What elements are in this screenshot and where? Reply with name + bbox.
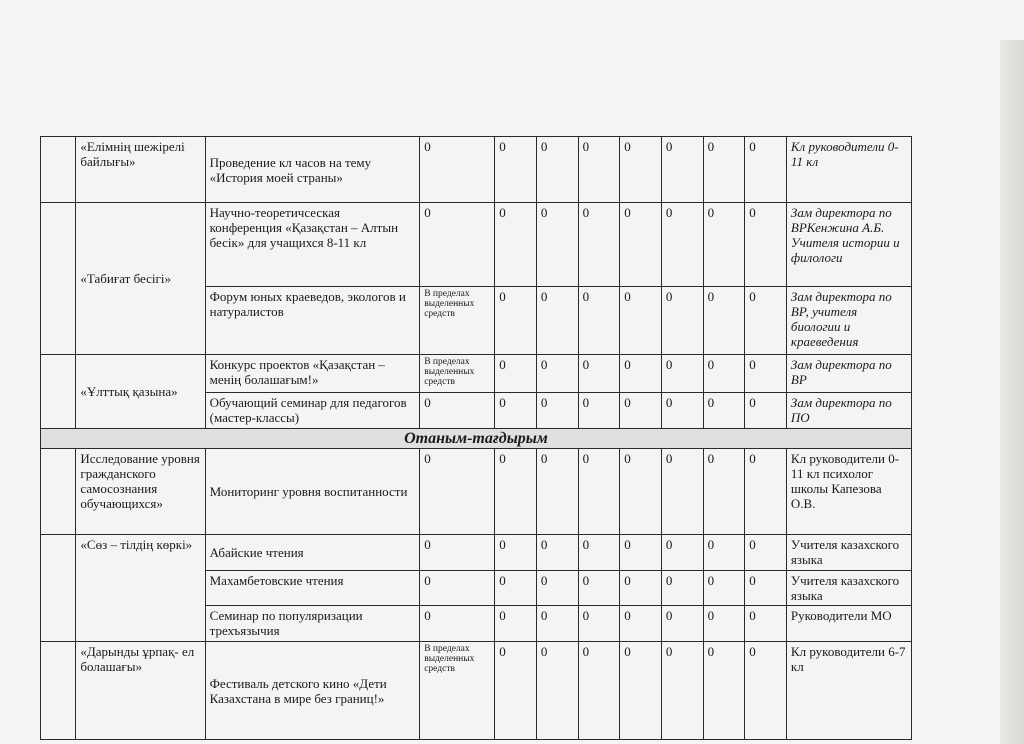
value-cell: 0	[703, 203, 745, 287]
responsible-cell: Руководители МО	[786, 606, 911, 642]
value-cell: 0	[620, 449, 662, 535]
value-cell: 0	[661, 287, 703, 355]
value-cell: 0	[703, 642, 745, 740]
value-cell: 0	[745, 642, 787, 740]
value-cell: 0	[745, 571, 787, 606]
budget-cell: 0	[420, 203, 495, 287]
value-cell: 0	[620, 203, 662, 287]
project-cell: «Ұлттық қазына»	[76, 355, 205, 429]
value-cell: 0	[661, 606, 703, 642]
value-cell: 0	[495, 535, 537, 571]
budget-cell: 0	[420, 571, 495, 606]
value-cell: 0	[578, 606, 620, 642]
value-cell: 0	[745, 355, 787, 393]
event-cell: Конкурс проектов «Қазақстан – менің болашағым!»	[205, 355, 420, 393]
value-cell: 0	[495, 287, 537, 355]
value-cell: 0	[661, 535, 703, 571]
value-cell: 0	[536, 203, 578, 287]
budget-cell: В пределах выделенных средств	[420, 642, 495, 740]
budget-cell: В пределах выделенных средств	[420, 355, 495, 393]
value-cell: 0	[703, 606, 745, 642]
value-cell: 0	[495, 137, 537, 203]
plan-table	[40, 136, 912, 740]
value-cell: 0	[745, 535, 787, 571]
value-cell: 0	[578, 535, 620, 571]
value-cell: 0	[578, 571, 620, 606]
project-cell: «Сөз – тілдің көркі»	[76, 535, 205, 642]
value-cell: 0	[745, 393, 787, 429]
event-cell: Фестиваль детского кино «Дети Казахстана в мире без границ!»	[205, 642, 420, 740]
responsible-cell: Кл руководители 6-7 кл	[786, 642, 911, 740]
table-row	[41, 137, 912, 203]
num-cell	[41, 535, 76, 642]
value-cell: 0	[536, 393, 578, 429]
value-cell: 0	[536, 606, 578, 642]
value-cell: 0	[703, 571, 745, 606]
value-cell: 0	[495, 642, 537, 740]
budget-cell: 0	[420, 535, 495, 571]
table-row	[41, 203, 912, 287]
project-cell: «Дарынды ұрпақ- ел болашағы»	[76, 642, 205, 740]
value-cell: 0	[495, 393, 537, 429]
value-cell: 0	[495, 203, 537, 287]
value-cell: 0	[578, 393, 620, 429]
num-cell	[41, 203, 76, 355]
table-row	[41, 535, 912, 571]
value-cell: 0	[495, 449, 537, 535]
value-cell: 0	[661, 137, 703, 203]
budget-cell: В пределах выделенных средств	[420, 287, 495, 355]
responsible-cell: Зам директора по ВР, учителя биологии и краеведения	[786, 287, 911, 355]
budget-cell: 0	[420, 137, 495, 203]
value-cell: 0	[745, 287, 787, 355]
value-cell: 0	[620, 137, 662, 203]
event-cell: Форум юных краеведов, экологов и натуралистов	[205, 287, 420, 355]
value-cell: 0	[495, 355, 537, 393]
value-cell: 0	[703, 393, 745, 429]
table-row	[41, 642, 912, 740]
value-cell: 0	[620, 287, 662, 355]
value-cell: 0	[745, 203, 787, 287]
event-cell: Мониторинг уровня воспитанности	[205, 449, 420, 535]
value-cell: 0	[703, 355, 745, 393]
num-cell	[41, 449, 76, 535]
responsible-cell: Кл руководители 0-11 кл	[786, 137, 911, 203]
budget-cell: 0	[420, 449, 495, 535]
value-cell: 0	[620, 606, 662, 642]
value-cell: 0	[661, 393, 703, 429]
value-cell: 0	[536, 355, 578, 393]
value-cell: 0	[578, 449, 620, 535]
value-cell: 0	[536, 137, 578, 203]
num-cell	[41, 355, 76, 429]
budget-cell: 0	[420, 393, 495, 429]
table-row	[41, 355, 912, 393]
responsible-cell: Учителя казахского языка	[786, 535, 911, 571]
responsible-cell: Кл руководители 0-11 кл психолог школы Капезова О.В.	[786, 449, 911, 535]
section-row	[41, 429, 912, 449]
project-cell: Исследование уровня гражданского самосознания обучающихся»	[76, 449, 205, 535]
value-cell: 0	[661, 203, 703, 287]
value-cell: 0	[745, 137, 787, 203]
num-cell	[41, 642, 76, 740]
section-title: Отаным-тағдырым	[41, 429, 912, 449]
value-cell: 0	[536, 642, 578, 740]
responsible-cell: Зам директора по ВР	[786, 355, 911, 393]
table-row	[41, 449, 912, 535]
value-cell: 0	[495, 571, 537, 606]
value-cell: 0	[745, 606, 787, 642]
event-cell: Махамбетовские чтения	[205, 571, 420, 606]
value-cell: 0	[745, 449, 787, 535]
value-cell: 0	[536, 287, 578, 355]
event-cell: Проведение кл часов на тему «История моей страны»	[205, 137, 420, 203]
value-cell: 0	[536, 571, 578, 606]
value-cell: 0	[620, 535, 662, 571]
value-cell: 0	[661, 642, 703, 740]
responsible-cell: Зам директора по ПО	[786, 393, 911, 429]
budget-cell: 0	[420, 606, 495, 642]
num-cell	[41, 137, 76, 203]
event-cell: Семинар по популяризации трехъязычия	[205, 606, 420, 642]
value-cell: 0	[620, 393, 662, 429]
event-cell: Обучающий семинар для педагогов (мастер-классы)	[205, 393, 420, 429]
value-cell: 0	[703, 535, 745, 571]
value-cell: 0	[620, 571, 662, 606]
responsible-cell: Учителя казахского языка	[786, 571, 911, 606]
value-cell: 0	[703, 137, 745, 203]
value-cell: 0	[661, 571, 703, 606]
event-cell: Абайские чтения	[205, 535, 420, 571]
value-cell: 0	[578, 355, 620, 393]
value-cell: 0	[578, 137, 620, 203]
value-cell: 0	[703, 287, 745, 355]
project-cell: «Елімнің шежірелі байлығы»	[76, 137, 205, 203]
value-cell: 0	[578, 642, 620, 740]
value-cell: 0	[661, 355, 703, 393]
value-cell: 0	[703, 449, 745, 535]
event-cell: Научно-теоретичсеская конференция «Қазақстан – Алтын бесік» для учащихся 8-11 кл	[205, 203, 420, 287]
value-cell: 0	[536, 449, 578, 535]
value-cell: 0	[578, 203, 620, 287]
value-cell: 0	[495, 606, 537, 642]
value-cell: 0	[536, 535, 578, 571]
value-cell: 0	[620, 642, 662, 740]
value-cell: 0	[578, 287, 620, 355]
responsible-cell: Зам директора по ВРКенжина А.Б. Учителя истории и филологи	[786, 203, 911, 287]
value-cell: 0	[661, 449, 703, 535]
project-cell: «Табиғат бесігі»	[76, 203, 205, 355]
scan-page-edge	[1000, 40, 1024, 744]
value-cell: 0	[620, 355, 662, 393]
